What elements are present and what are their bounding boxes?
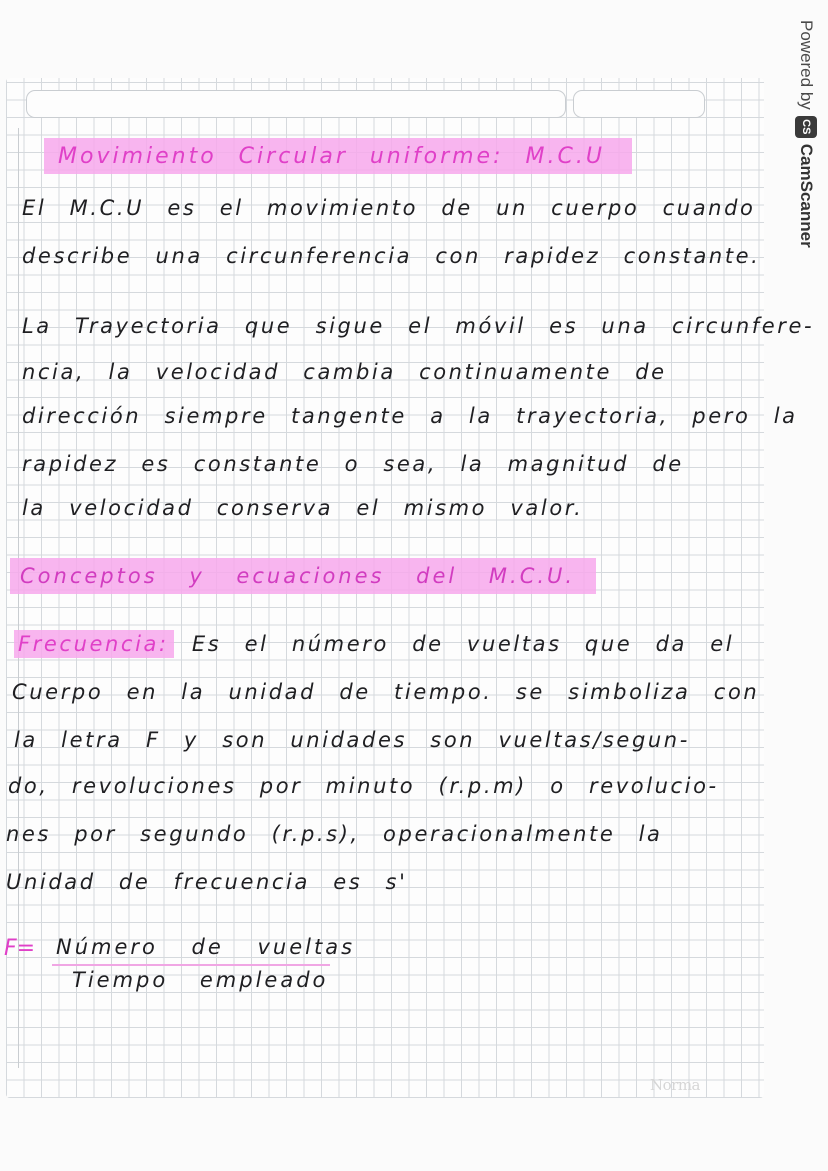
frequency-line: nes por segundo (r.p.s), operacionalmente la bbox=[6, 822, 663, 846]
notebook-brand-logo: Norma bbox=[650, 1076, 700, 1094]
trajectory-line: dirección siempre tangente a la trayectoria, pero la bbox=[22, 404, 798, 428]
camscanner-watermark bbox=[789, 20, 819, 265]
header-box-date bbox=[573, 90, 705, 118]
watermark-brand: CamScanner bbox=[797, 143, 816, 248]
definition-line: El M.C.U es el movimiento de un cuerpo cuando bbox=[22, 196, 756, 220]
trajectory-line: La Trayectoria que sigue el móvil es una circunfere- bbox=[22, 314, 815, 338]
margin-line bbox=[18, 128, 19, 1068]
frequency-definition-start: Es el número de vueltas que da el bbox=[168, 632, 735, 656]
section-subtitle: Conceptos y ecuaciones del M.C.U. bbox=[20, 564, 576, 588]
camscanner-logo-icon: CS bbox=[795, 116, 817, 138]
definition-line: describe una circunferencia con rapidez constante. bbox=[22, 244, 761, 268]
header-box-title bbox=[26, 90, 566, 118]
trajectory-line: la velocidad conserva el mismo valor. bbox=[22, 496, 584, 520]
page-title: Movimiento Circular uniforme: M.C.U bbox=[58, 144, 605, 169]
frequency-line: do, revoluciones por minuto (r.p.m) o revolucio- bbox=[8, 774, 719, 798]
frequency-line: Cuerpo en la unidad de tiempo. se simboliza con bbox=[12, 680, 760, 704]
frequency-line: la letra F y son unidades son vueltas/segun- bbox=[14, 728, 690, 752]
trajectory-line: ncia, la velocidad cambia continuamente de bbox=[22, 360, 667, 384]
fraction-bar bbox=[52, 964, 330, 966]
frequency-line: Unidad de frecuencia es s' bbox=[6, 870, 408, 894]
formula-label: F= bbox=[4, 936, 36, 961]
frequency-term: Frecuencia: bbox=[18, 632, 169, 656]
frequency-line bbox=[18, 632, 735, 656]
watermark-prefix: Powered by bbox=[797, 20, 816, 110]
formula-numerator: Número de vueltas bbox=[56, 935, 356, 959]
formula-denominator: Tiempo empleado bbox=[72, 968, 329, 992]
trajectory-line: rapidez es constante o sea, la magnitud de bbox=[22, 452, 684, 476]
